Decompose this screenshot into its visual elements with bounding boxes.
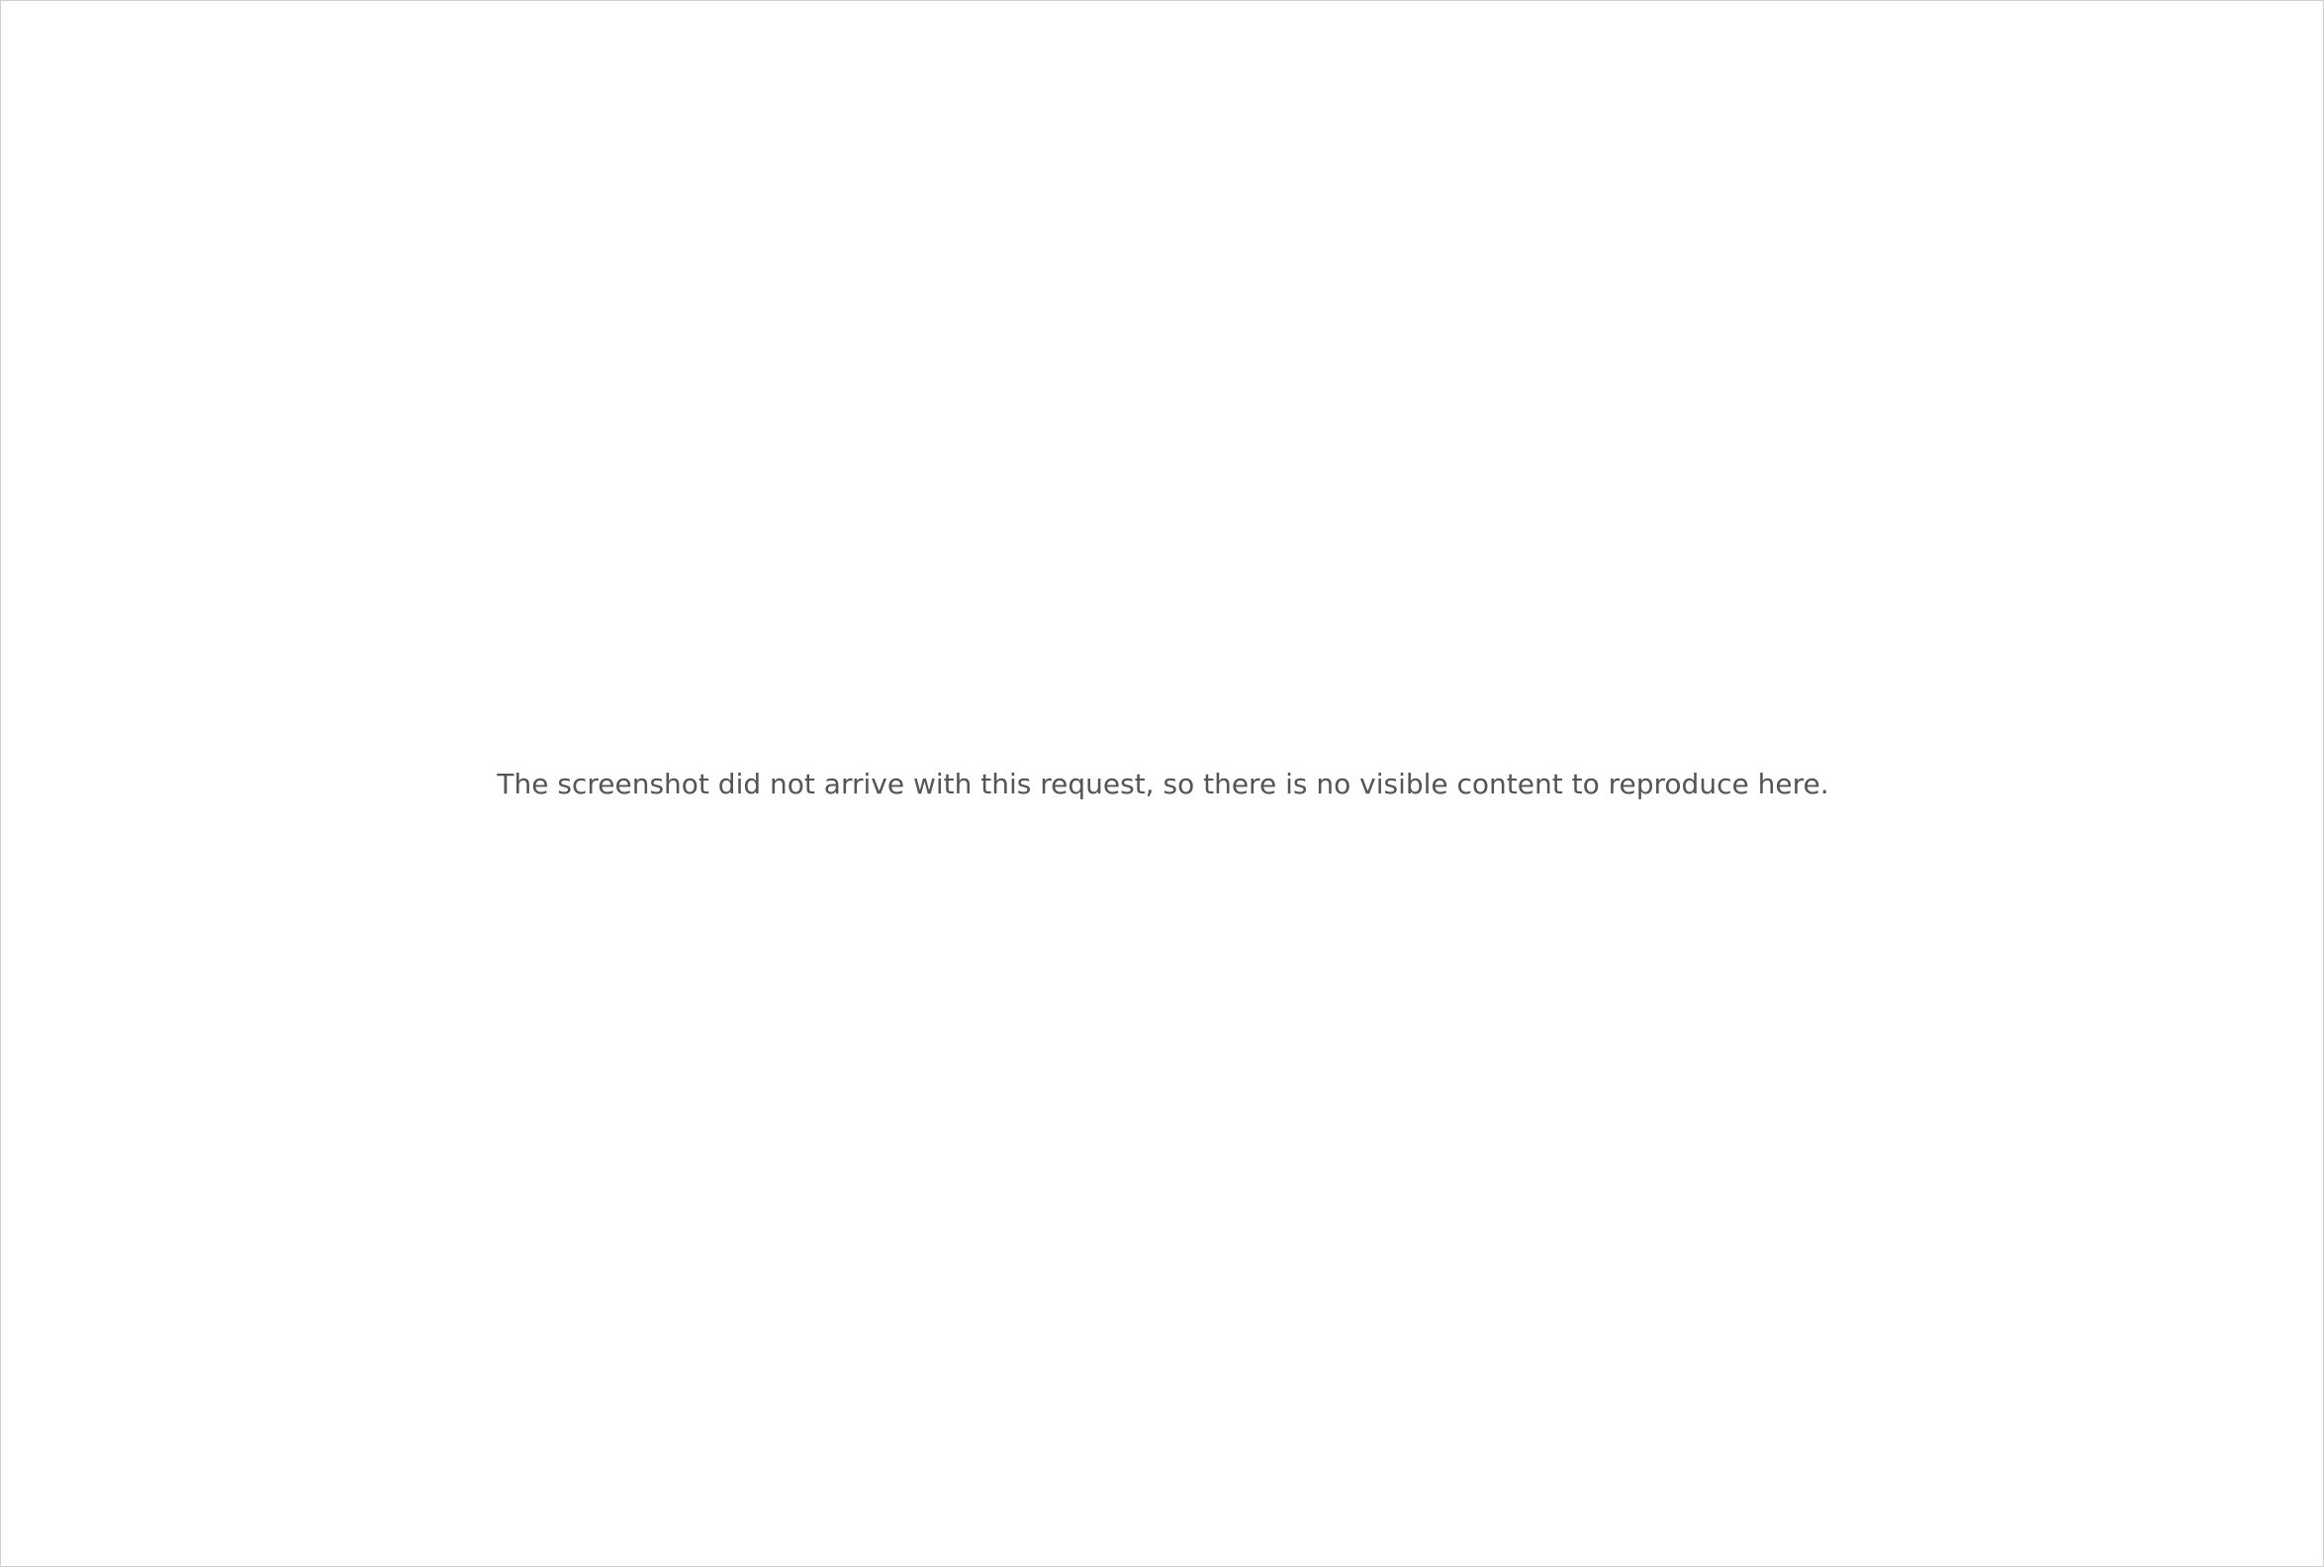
placeholder-notice <box>1 1 2324 1568</box>
placeholder-message: The screenshot did not arrive with this request, so there is no visible content to reproduce here. <box>497 768 1829 801</box>
